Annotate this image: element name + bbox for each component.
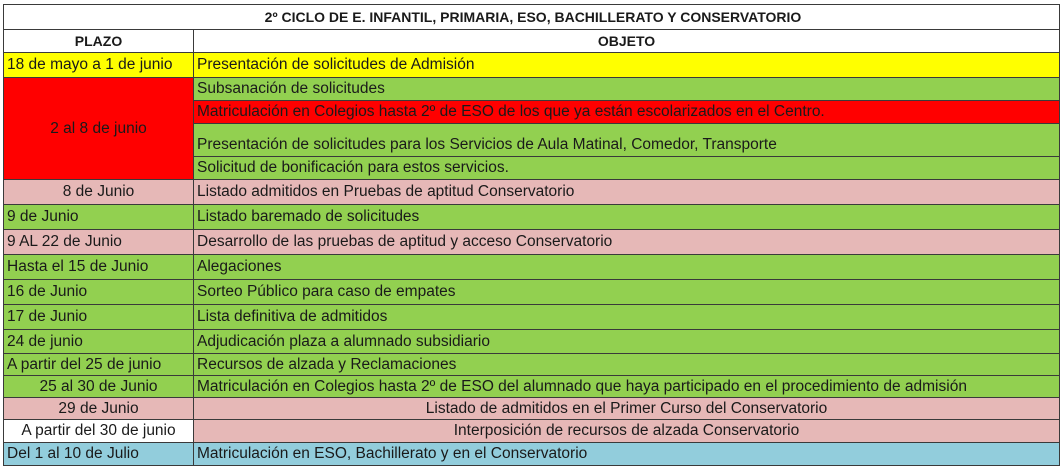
plazo-cell: 2 al 8 de junio xyxy=(4,78,194,180)
objeto-cell: Matriculación en Colegios hasta 2º de ESO de los que ya están escolarizados en el Centro. xyxy=(194,101,1060,124)
table-row xyxy=(4,330,1060,354)
table-row xyxy=(4,305,1060,330)
table-row xyxy=(4,205,1060,230)
plazo-cell: A partir del 30 de junio xyxy=(4,420,194,443)
title-row xyxy=(4,5,1060,30)
table-row xyxy=(4,376,1060,398)
plazo-cell: 17 de Junio xyxy=(4,305,194,330)
admission-calendar-table xyxy=(3,4,1060,466)
plazo-cell: 9 AL 22 de Junio xyxy=(4,230,194,255)
header-row xyxy=(4,30,1060,53)
table-row xyxy=(4,443,1060,466)
table-row xyxy=(4,78,1060,101)
objeto-cell: Interposición de recursos de alzada Conservatorio xyxy=(194,420,1060,443)
plazo-cell: Hasta el 15 de Junio xyxy=(4,255,194,280)
objeto-cell: Matriculación en Colegios hasta 2º de ESO del alumnado que haya participado en el procedimiento de admisión xyxy=(194,376,1060,398)
plazo-cell: 9 de Junio xyxy=(4,205,194,230)
table-row xyxy=(4,280,1060,305)
column-header-plazo: PLAZO xyxy=(4,30,194,53)
objeto-cell: Presentación de solicitudes para los Servicios de Aula Matinal, Comedor, Transporte xyxy=(194,124,1060,157)
table-row xyxy=(4,255,1060,280)
objeto-cell: Listado de admitidos en el Primer Curso del Conservatorio xyxy=(194,398,1060,420)
plazo-cell: A partir del 25 de junio xyxy=(4,354,194,376)
objeto-cell: Adjudicación plaza a alumnado subsidiario xyxy=(194,330,1060,354)
objeto-cell: Listado admitidos en Pruebas de aptitud Conservatorio xyxy=(194,180,1060,205)
objeto-cell: Solicitud de bonificación para estos servicios. xyxy=(194,157,1060,180)
table-row xyxy=(4,180,1060,205)
objeto-cell: Lista definitiva de admitidos xyxy=(194,305,1060,330)
objeto-cell: Recursos de alzada y Reclamaciones xyxy=(194,354,1060,376)
plazo-cell: 16 de Junio xyxy=(4,280,194,305)
table-row xyxy=(4,420,1060,443)
table-row xyxy=(4,53,1060,78)
table-row xyxy=(4,230,1060,255)
plazo-cell: 29 de Junio xyxy=(4,398,194,420)
objeto-cell: Presentación de solicitudes de Admisión xyxy=(194,53,1060,78)
plazo-cell: 8 de Junio xyxy=(4,180,194,205)
objeto-cell: Subsanación de solicitudes xyxy=(194,78,1060,101)
objeto-cell: Desarrollo de las pruebas de aptitud y acceso Conservatorio xyxy=(194,230,1060,255)
table-row xyxy=(4,354,1060,376)
plazo-cell: Del 1 al 10 de Julio xyxy=(4,443,194,466)
objeto-cell: Alegaciones xyxy=(194,255,1060,280)
objeto-cell: Matriculación en ESO, Bachillerato y en el Conservatorio xyxy=(194,443,1060,466)
objeto-cell: Listado baremado de solicitudes xyxy=(194,205,1060,230)
plazo-cell: 24 de junio xyxy=(4,330,194,354)
objeto-cell: Sorteo Público para caso de empates xyxy=(194,280,1060,305)
table-row xyxy=(4,398,1060,420)
table-title: 2º CICLO DE E. INFANTIL, PRIMARIA, ESO, BACHILLERATO Y CONSERVATORIO xyxy=(4,5,1060,30)
column-header-objeto: OBJETO xyxy=(194,30,1060,53)
plazo-cell: 18 de mayo a 1 de junio xyxy=(4,53,194,78)
plazo-cell: 25 al 30 de Junio xyxy=(4,376,194,398)
